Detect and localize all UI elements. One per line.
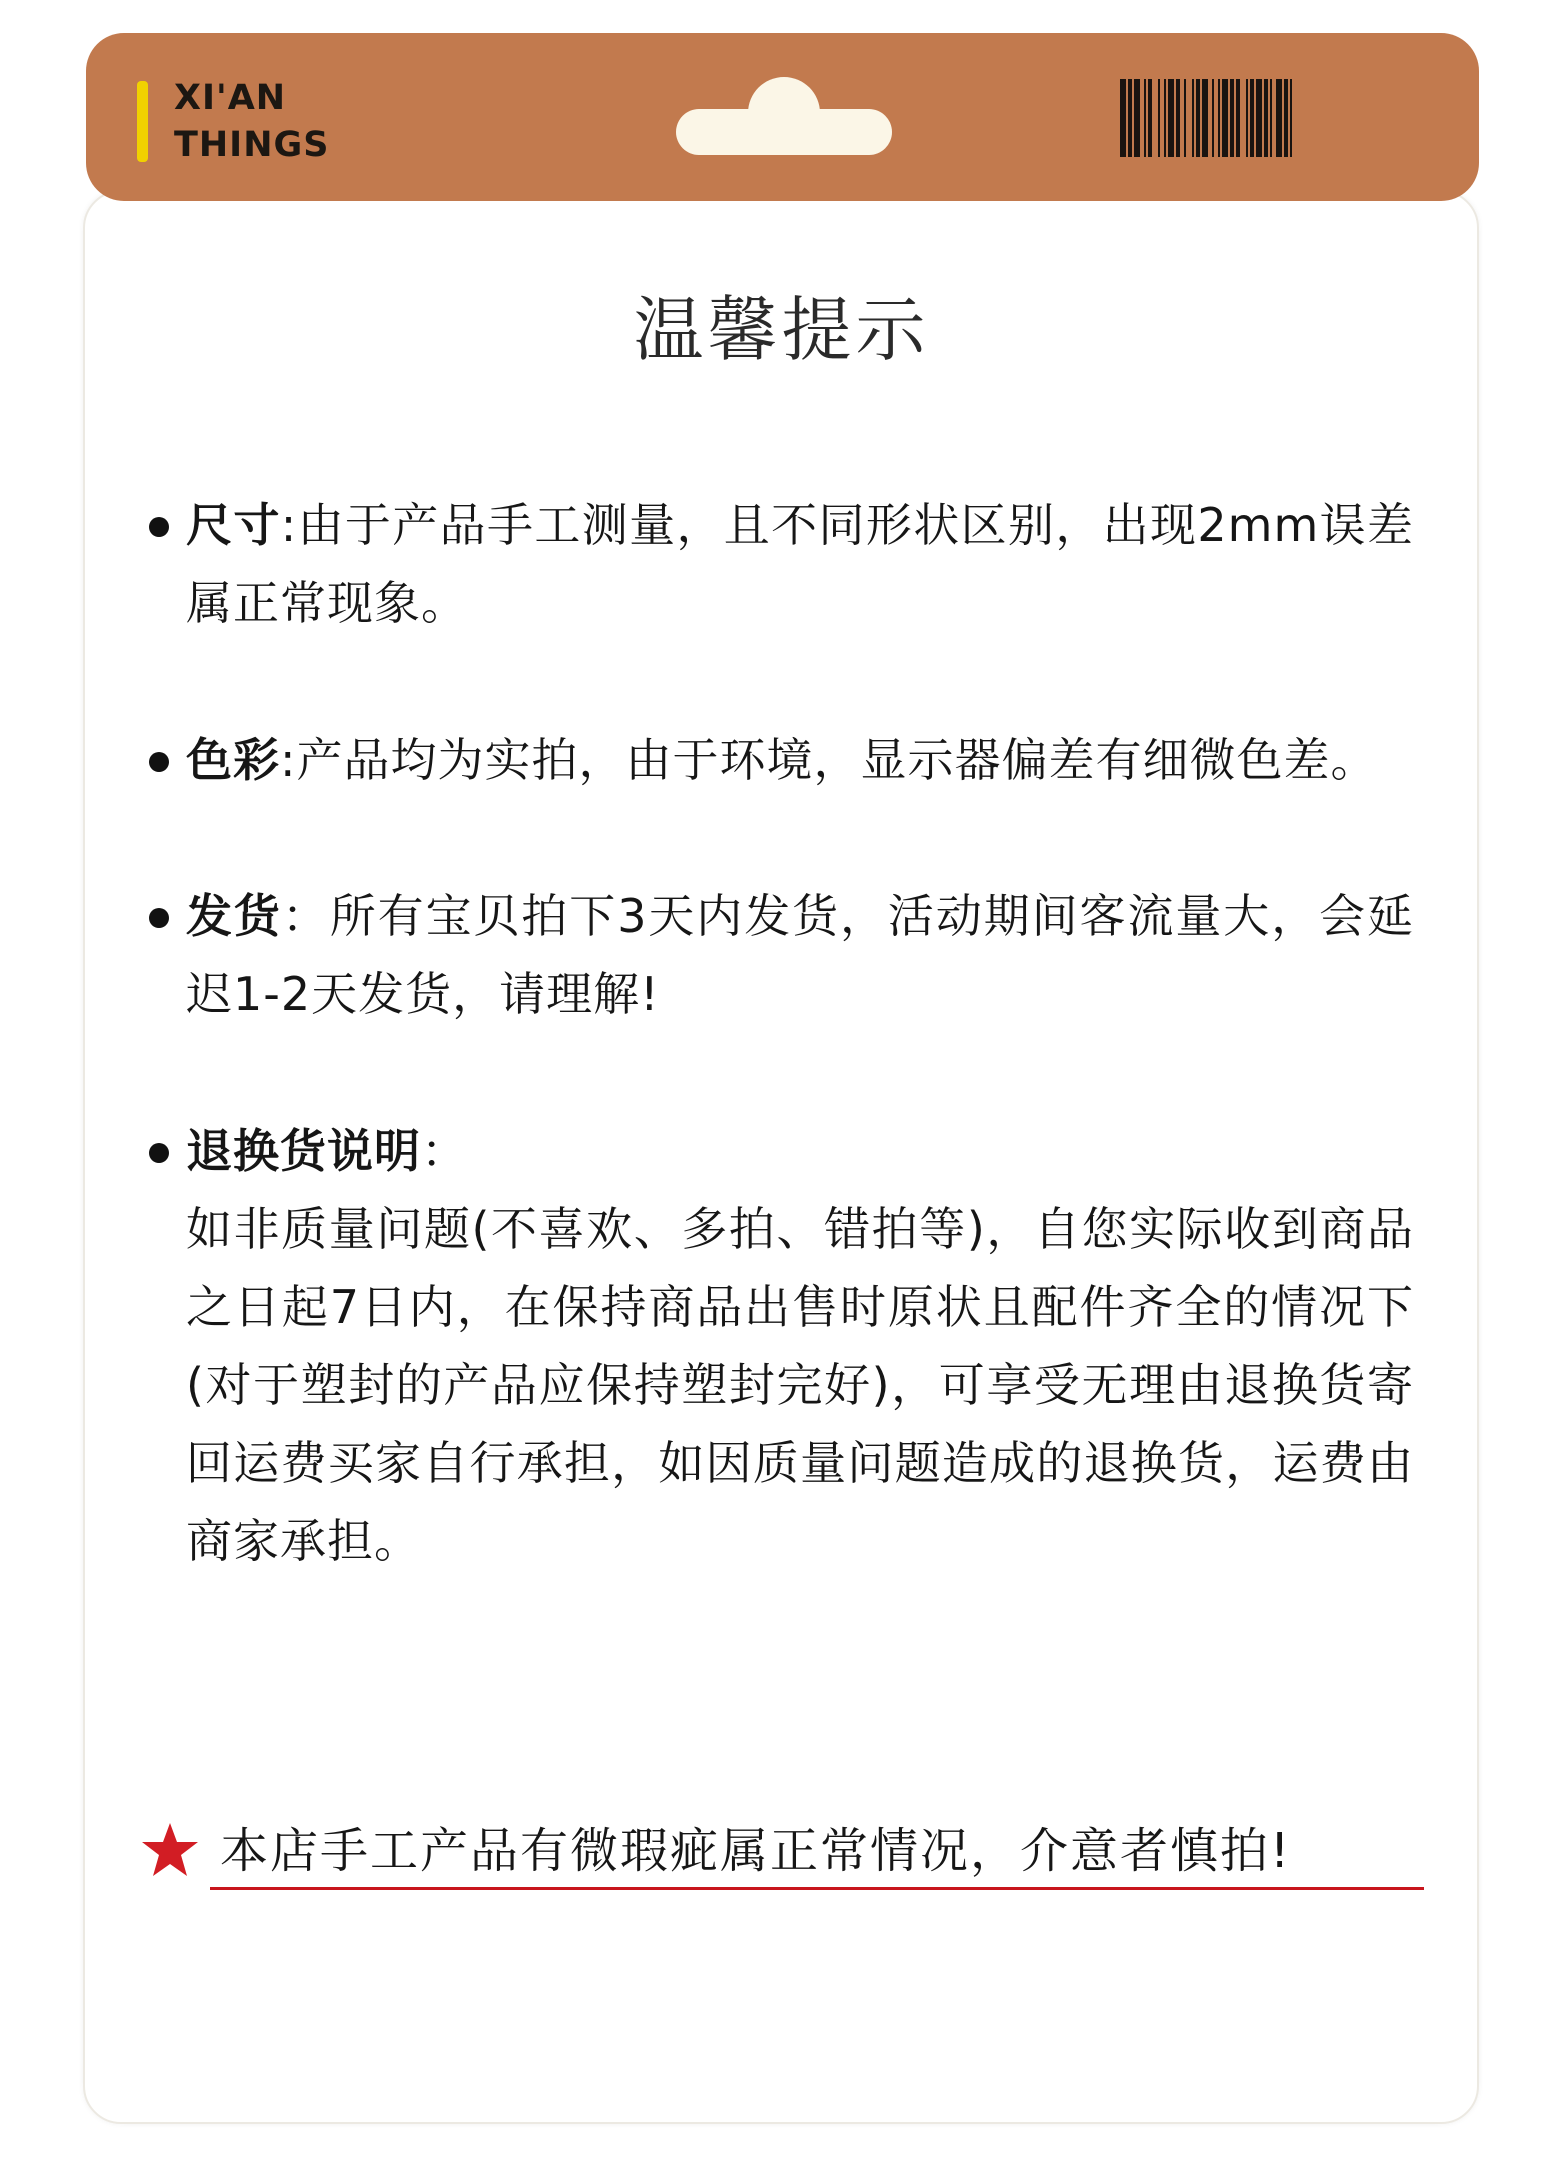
brand-line-2: THINGS [174,125,330,165]
star-icon [140,1821,200,1879]
section-returns-text: 如非质量问题(不喜欢、多拍、错拍等)，自您实际收到商品之日起7日内，在保持商品出售时原状且配件齐全的情况下(对于塑封的产品应保持塑封完好)，可享受无理由退换货寄回运费买家自行承担，如因质量问题造成的退换货，运费由商家承担。 [186,1202,1414,1568]
page-title: 温馨提示 [633,289,930,371]
notice-text: 本店手工产品有微瑕疵属正常情况，介意者慎拍! [220,1823,1292,1879]
hang-hole-icon [676,77,892,157]
header-banner [86,33,1479,201]
section-shipping-text: 所有宝贝拍下3天内发货，活动期间客流量大，会延迟1-2天发货，请理解! [186,889,1415,1021]
bullet-dot-icon [149,752,169,772]
bullet-dot-icon [149,908,169,928]
section-color [186,721,1414,799]
section-returns-sep: ： [421,1124,468,1178]
notice-row [140,1817,1430,1897]
section-size-label: 尺寸 [186,498,281,552]
section-returns [186,1112,1414,1580]
section-color-sep: : [280,733,297,787]
section-color-label: 色彩 [186,733,280,787]
section-returns-label: 退换货说明 [186,1124,421,1178]
section-shipping-label: 发货 [186,889,282,943]
brand-logo [174,75,329,169]
section-size [186,486,1414,642]
brand-line-1: XI'AN [174,78,287,118]
section-size-text: 由于产品手工测量，且不同形状区别，出现2mm误差属正常现象。 [186,498,1414,630]
bullet-dot-icon [149,517,169,537]
accent-bar [137,81,148,162]
bullet-dot-icon [149,1143,169,1163]
section-shipping-sep: ： [281,889,330,943]
notice-underline [210,1887,1424,1890]
section-color-text: 产品均为实拍，由于环境，显示器偏差有细微色差。 [296,733,1378,787]
barcode-icon [1120,79,1428,157]
section-size-sep: : [280,498,298,552]
section-shipping [186,877,1414,1033]
